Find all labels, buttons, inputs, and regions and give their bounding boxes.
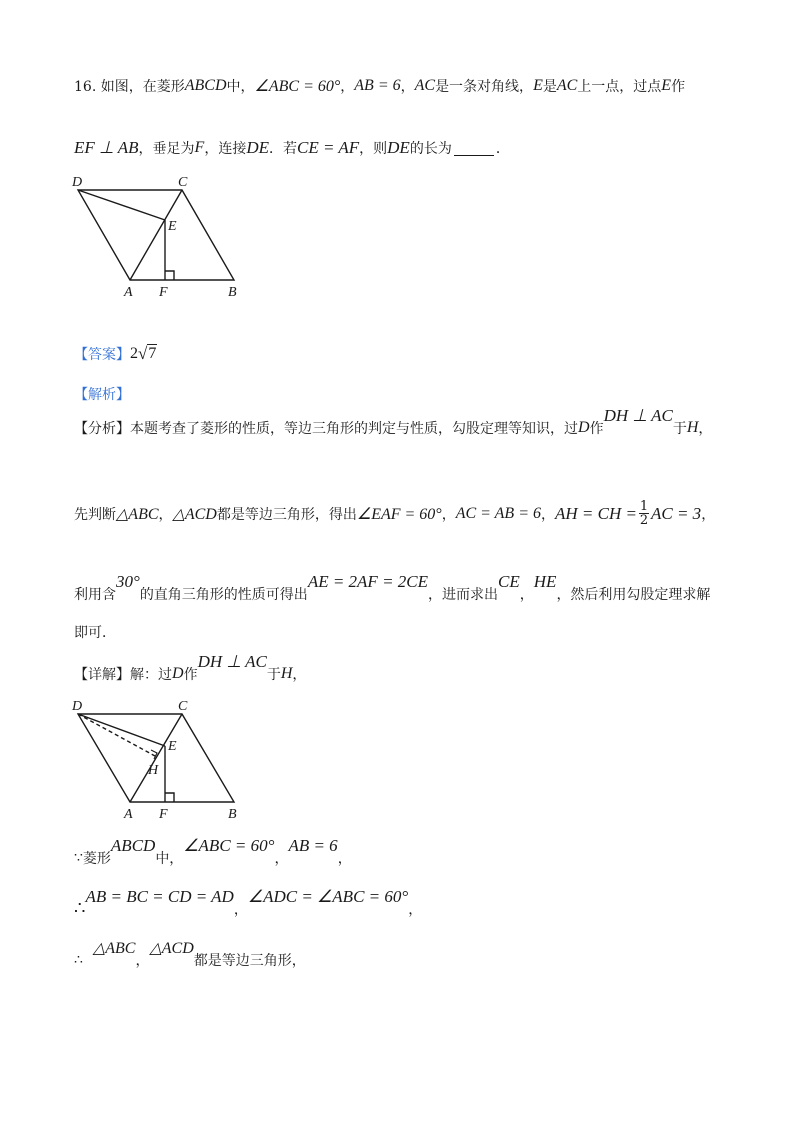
- math: AH = CH =: [555, 503, 637, 523]
- text: 的直角三角形的性质可得出: [139, 587, 308, 603]
- math: ∠EAF = 60°: [356, 505, 442, 523]
- text: ，进而求出: [428, 587, 499, 603]
- math: AC: [414, 77, 436, 94]
- analysis-tag: 【解析】: [74, 387, 130, 403]
- text: 作: [671, 79, 686, 95]
- radicand: 7: [148, 345, 157, 362]
- problem-line-1: [74, 76, 685, 96]
- math: △ABC: [116, 505, 159, 523]
- sqrt: √ 7: [138, 344, 157, 363]
- text: ，: [698, 421, 713, 437]
- text: ，: [158, 506, 173, 523]
- text: ，: [541, 506, 555, 523]
- analysis-line-4: [74, 622, 116, 642]
- analysis-line-3: [74, 572, 711, 604]
- math: D: [578, 419, 590, 436]
- text: ．: [495, 141, 510, 157]
- label-b: B: [228, 807, 237, 822]
- answer-blank: [454, 141, 494, 156]
- text: 利用含: [74, 587, 116, 603]
- math: ABCD: [110, 836, 156, 855]
- text: 作: [183, 667, 198, 683]
- text: ，然后利用勾股定理求解: [556, 587, 711, 603]
- because-symbol: ∵: [74, 850, 83, 866]
- text: ，: [292, 667, 307, 683]
- detail-step-1: [74, 836, 352, 868]
- math: D: [172, 665, 184, 682]
- math: AC = AB = 6: [455, 504, 541, 522]
- analysis-line-1: [74, 406, 713, 438]
- text: 即可．: [74, 625, 116, 641]
- answer-tag: 【答案】: [74, 347, 130, 363]
- text: ，: [441, 506, 456, 523]
- text: ，: [233, 901, 248, 918]
- math: 30°: [116, 572, 140, 591]
- math: AB = 6: [354, 77, 401, 94]
- answer-coef: 2: [130, 345, 138, 362]
- therefore-symbol: ∴: [74, 952, 83, 968]
- detail-line-1: [74, 652, 307, 684]
- detail-step-3: [74, 940, 306, 970]
- math: ∠ADC = ∠ABC = 60°: [247, 886, 409, 906]
- denominator: 2: [639, 513, 649, 528]
- text: ．若: [269, 141, 297, 157]
- text: ，: [340, 79, 355, 95]
- text: 都是等边三角形，得出: [216, 506, 357, 523]
- text: ，: [274, 851, 289, 867]
- math: △ACD: [149, 940, 194, 957]
- text: 都是等边三角形，: [193, 953, 306, 969]
- math: E: [533, 77, 543, 94]
- text: ，: [701, 506, 716, 523]
- label-c: C: [178, 175, 188, 190]
- label-c: C: [178, 699, 188, 714]
- problem-line-2: [74, 138, 510, 158]
- fraction: [639, 500, 649, 527]
- text: 于: [266, 667, 281, 683]
- math: AB = 6: [288, 836, 338, 855]
- text: 16. 如图，在菱形: [74, 79, 185, 95]
- label-a: A: [124, 807, 133, 822]
- detail-tag: 【详解】: [74, 667, 130, 683]
- text: ，: [519, 587, 534, 603]
- math: △ACD: [172, 505, 217, 523]
- detail-step-2: [74, 886, 423, 919]
- math: ∠ABC = 60°: [183, 836, 275, 855]
- rhombus-figure-1: [68, 170, 258, 302]
- label-d: D: [72, 699, 83, 714]
- math: EF ⊥ AB: [74, 138, 139, 157]
- math: AE = 2AF = 2CE: [307, 572, 429, 591]
- numerator: 1: [639, 499, 649, 514]
- label-f: F: [159, 807, 168, 822]
- answer-line: [74, 344, 157, 364]
- text: 是一条对角线，: [435, 79, 534, 95]
- math: AC = 3: [650, 503, 702, 523]
- math: ABCD: [184, 77, 227, 94]
- analysis-title: [74, 384, 130, 404]
- text: 先判断: [74, 506, 116, 523]
- analysis-line-2: [74, 500, 715, 527]
- text: 是: [542, 79, 557, 95]
- math: △ABC: [92, 940, 136, 957]
- math: AC: [556, 77, 578, 94]
- math: AB = BC = CD = AD: [85, 886, 234, 906]
- math: H: [280, 665, 293, 682]
- math: H: [686, 419, 699, 436]
- math: HE: [533, 572, 557, 591]
- label-f: F: [159, 285, 168, 300]
- text: 作: [589, 421, 604, 437]
- math: DE: [387, 138, 410, 157]
- text: 中，: [155, 851, 184, 867]
- text: ，垂足为: [138, 141, 195, 157]
- text: ，: [408, 901, 423, 918]
- text: ，: [337, 851, 352, 867]
- text: ，: [135, 953, 150, 969]
- label-e: E: [168, 219, 177, 234]
- label-h: H: [148, 763, 159, 778]
- label-d: D: [72, 175, 83, 190]
- text: 菱形: [82, 851, 111, 867]
- text: ，连接: [204, 141, 247, 157]
- label-a: A: [124, 285, 133, 300]
- math: DH ⊥ AC: [197, 652, 267, 671]
- rhombus-figure-2: [68, 698, 258, 826]
- math: ∠ABC = 60°: [254, 78, 341, 95]
- text: 的长为: [409, 141, 452, 157]
- math: DH ⊥ AC: [603, 406, 673, 425]
- math: E: [661, 77, 672, 94]
- math: F: [194, 139, 205, 156]
- text: 于: [672, 421, 687, 437]
- text: 本题考查了菱形的性质，等边三角形的判定与性质，勾股定理等知识，过: [130, 421, 578, 437]
- text: 解：过: [130, 667, 172, 683]
- text: ，则: [359, 141, 388, 157]
- math: CE = AF: [297, 138, 360, 157]
- math: DE: [246, 138, 269, 157]
- text: 【分析】: [74, 421, 130, 437]
- text: 上一点，过点: [577, 79, 662, 95]
- label-e: E: [168, 739, 177, 754]
- text: ，: [400, 79, 415, 95]
- text: 中，: [226, 79, 255, 95]
- therefore-symbol: ∴: [74, 898, 86, 919]
- math: CE: [498, 572, 520, 591]
- label-b: B: [228, 285, 237, 300]
